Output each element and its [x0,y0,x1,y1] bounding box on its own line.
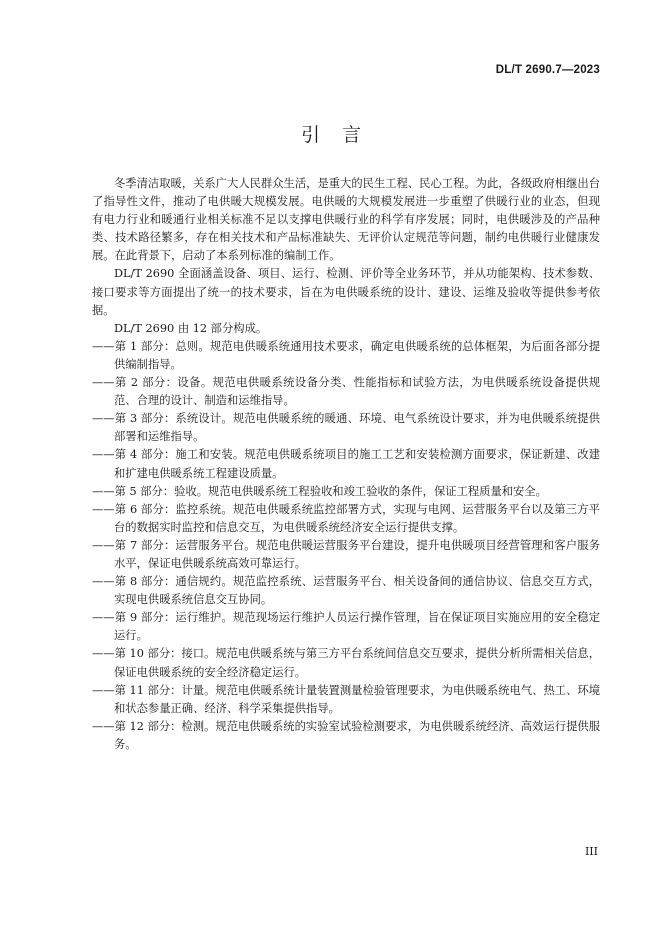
list-item-part-9: ——第 9 部分：运行维护。规范现场运行维护人员运行操作管理，旨在保证项目实施应用的安全稳定运行。 [92,611,600,643]
paragraph-scope: DL/T 2690 全面涵盖设备、项目、运行、检测、评价等全业务环节，并从功能架构、技术参数、接口要求等方面提出了统一的技术要求，旨在为电供暖系统的设计、建设、运维及验收等提供参考依据。 [92,267,600,317]
list-item-part-3: ——第 3 部分：系统设计。规范电供暖系统的暖通、环境、电气系统设计要求，并为电供暖系统提供部署和运维指导。 [92,412,600,444]
document-code: DL/T 2690.7—2023 [495,64,600,76]
list-item-part-2: ——第 2 部分：设备。规范电供暖系统设备分类、性能指标和试验方法，为电供暖系统设备提供规范、合理的设计、制造和运维指导。 [92,376,600,408]
list-item-part-6: ——第 6 部分：监控系统。规范电供暖系统监控部署方式，实现与电网、运营服务平台以及第三方平台的数据实时监控和信息交互，为电供暖系统经济安全运行提供支撑。 [92,502,600,534]
list-item-part-7: ——第 7 部分：运营服务平台。规范电供暖运营服务平台建设，提升电供暖项目经营管理和客户服务水平，保证电供暖系统高效可靠运行。 [92,538,600,570]
list-item-part-11: ——第 11 部分：计量。规范电供暖系统计量装置测量检验管理要求，为电供暖系统电气、热工、环境和状态参量正确、经济、科学采集提供指导。 [92,683,600,715]
page-title: 引言 [300,124,383,146]
paragraph-background: 冬季清洁取暖，关系广大人民群众生活，是重大的民生工程、民心工程。为此，各级政府相继出台了指导性文件，推动了电供暖大规模发展。电供暖的大规模发展进一步重塑了供暖行业的业态，但现有电力行业和暖通行业相关标准不足以支撑电供暖行业的科学有序发展；同时，电供暖涉及的产品种类、技术路径繁多，存在相关技术和产品标准缺失、无评价认定规范等问题，制约电供暖行业健康发展。在此背景下，启动了本系列标准的编制工作。 [92,177,600,263]
list-item-part-8: ——第 8 部分：通信规约。规范监控系统、运营服务平台、相关设备间的通信协议、信息交互方式，实现电供暖系统信息交互协同。 [92,575,600,607]
list-item-part-12: ——第 12 部分：检测。规范电供暖系统的实验室试验检测要求，为电供暖系统经济、高效运行提供服务。 [92,719,600,751]
document-body [92,175,600,754]
parts-list [92,338,600,754]
paragraph-structure: DL/T 2690 由 12 部分构成。 [114,321,268,335]
list-item-part-4: ——第 4 部分：施工和安装。规范电供暖系统项目的施工工艺和安装检测方面要求，保证新建、改建和扩建电供暖系统工程建设质量。 [92,448,600,480]
list-item-part-5: ——第 5 部分：验收。规范电供暖系统工程验收和竣工验收的条件，保证工程质量和安全。 [92,484,547,498]
list-item-part-10: ——第 10 部分：接口。规范电供暖系统与第三方平台系统间信息交互要求，提供分析所需相关信息，保证电供暖系统的安全经济稳定运行。 [92,647,600,679]
page-number: III [584,845,598,858]
list-item-part-1: ——第 1 部分：总则。规范电供暖系统通用技术要求，确定电供暖系统的总体框架，为后面各部分提供编制指导。 [92,339,600,371]
